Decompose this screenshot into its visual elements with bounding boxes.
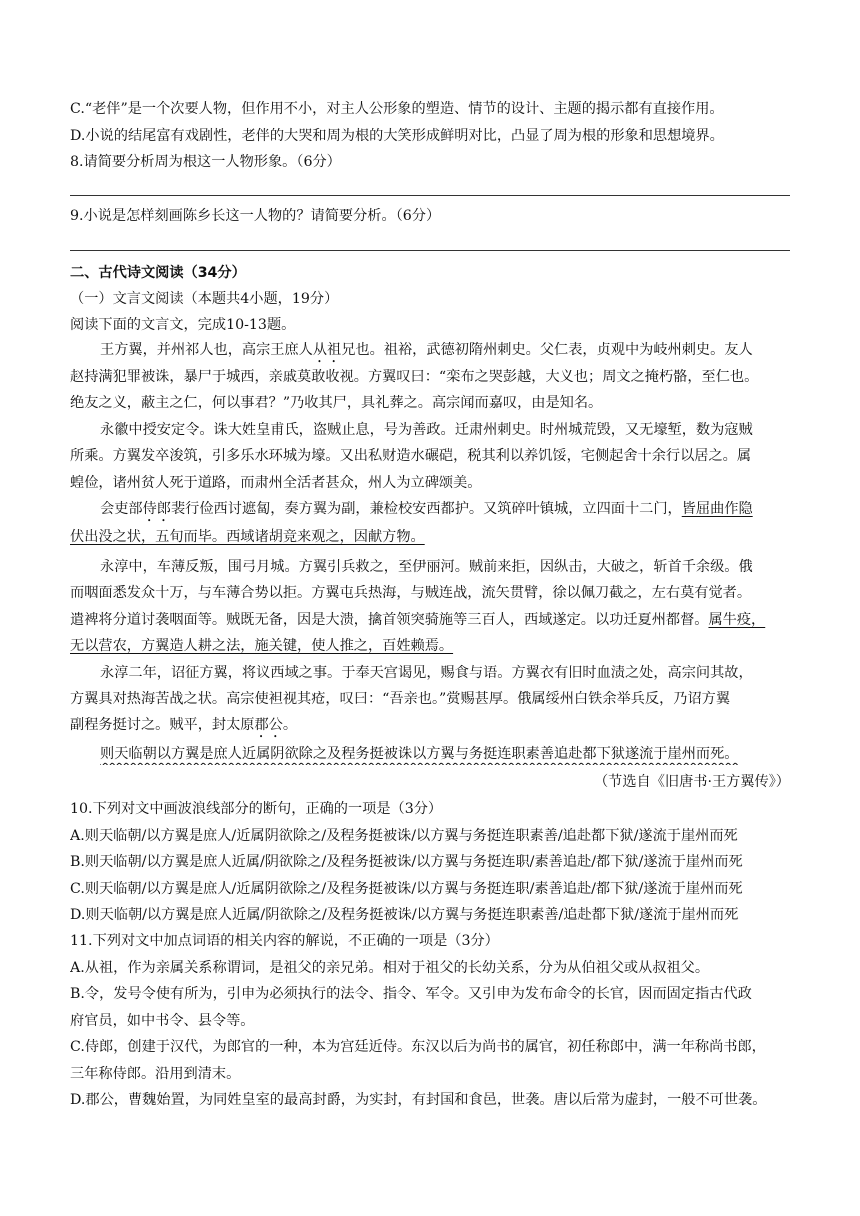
q8-stem: 8.请简要分析周为根这一人物形象。（6分） [70,154,341,170]
passage-p5-line1: 永淳二年，诏征方翼，将议西域之事。于奉天宫谒见，赐食与语。方翼衣有旧时血渍之处，高宗问其故， [100,665,753,681]
q10-option-c: C.则天临朝/以方翼是庶人/近属阴欲除之/及程务挺被诛/以方翼与务挺连职/素善追赴/都下狱/遂流于崖州而死 [70,881,743,897]
underlined-sentence: 属牛疫， [708,612,766,628]
q9-stem: 9.小说是怎样刻画陈乡长这一人物的？请简要分析。（6分） [70,208,441,224]
dotted-term-jungong: 郡公 [254,717,283,733]
dotted-term-shilang: 侍郎 [142,501,171,517]
text-span: 兄也。祖裕，武德初隋州刺史。父仁表，贞观中为岐州刺史。友人 [341,342,753,358]
passage-p3-line2 [70,526,790,548]
passage-source: （节选自《旧唐书·王方翼传》） [593,774,790,790]
underlined-sentence: 无以营农，方翼造人耕之法，施关键，使人推之，百姓赖焉。 [70,638,454,654]
underlined-sentence: 皆屈曲作隐 [681,501,753,517]
wavy-underlined-sentence: 则天临朝以方翼是庶人近属阴欲除之及程务挺被诛以方翼与务挺连职素善追赴都下狱遂流于崖州而死。 [100,746,739,762]
text-span: 。 [282,717,298,733]
passage-p2-line3: 蝗俭，诸州贫人死于道路，而肃州全活者甚众，州人为立碑颂美。 [70,475,482,491]
section-title: 二、古代诗文阅读（34分） [70,265,246,281]
text-span: 裴行俭西讨遮匐，奏方翼为副，兼检校安西都护。又筑碎叶镇城，立四面十二门， [170,501,682,517]
q11-option-d: D.郡公，曹魏始置，为同姓皇室的最高封爵，为实封，有封国和食邑，世袭。唐以后常为虚封，一般不可世袭。 [70,1092,767,1108]
passage-p2-line1: 永徽中授安定令。诛大姓皇甫氏，盗贼止息，号为善政。迁肃州刺史。时州城荒毁，又无壕堑，数为寇贼 [100,422,753,438]
q11-option-b-line1: B.令，发号令使有所为，引申为必须执行的法令、指令、军令。又引申为发布命令的长官，因而固定指古代政 [70,986,752,1002]
passage-p5-line2: 方翼具对热海苦战之状。高宗使袒视其疮，叹曰：“吾亲也。”赏赐甚厚。俄属绥州白铁余举兵反，乃诏方翼 [70,691,731,707]
q10-option-a: A.则天临朝/以方翼是庶人/近属阴欲除之/及程务挺被诛/以方翼与务挺连职素善/追赴都下狱/遂流于崖州而死 [70,828,738,844]
passage-p1-line3: 绝友之义，蔽主之仁，何以事君？”乃收其尸，具礼葬之。高宗闻而嘉叹，由是知名。 [70,395,603,411]
passage-p5-line3 [70,714,790,741]
q11-stem: 11.下列对文中加点词语的相关内容的解说，不正确的一项是（3分） [70,933,499,949]
passage-p1-line1 [100,339,790,366]
q11-option-c-line1: C.侍郎，创建于汉代，为郎官的一种，本为宫廷近侍。东汉以后为尚书的属官，初任称郎中，满一年称尚书郎， [70,1039,766,1055]
q7-option-c: C.“老伴”是一个次要人物，但作用不小，对主人公形象的塑造、情节的设计、主题的揭示都有直接作用。 [70,101,724,117]
passage-p2-line2: 所乘。方翼发卒浚筑，引多乐水环城为壕。又出私财造水碾硙，税其利以养饥馁，宅侧起舍十余行以居之。属 [70,448,752,464]
text-span: 会吏部 [100,501,143,517]
q11-option-b-line2: 府官员，如中书令、县令等。 [70,1013,255,1029]
q10-option-d: D.则天临朝/以方翼是庶人近属/阴欲除之/及程务挺被诛/以方翼与务挺连职素善/追赴都下狱/遂流于崖州而死 [70,907,739,923]
passage-p4-line4 [70,635,790,657]
subsection-title: （一）文言文阅读（本题共4小题，19分） [70,291,339,307]
passage-p4-line3 [70,609,790,631]
underlined-sentence: 伏出没之状，五旬而毕。西域诸胡竞来观之，因献方物。 [70,529,425,545]
passage-p1-line2: 赵持满犯罪被诛，暴尸于城西，亲戚莫敢收视。方翼叹曰：“栾布之哭彭越，大义也；周文之掩朽骼，至仁也。 [70,369,759,385]
answer-line-q8 [70,195,790,196]
passage-p6-line1 [100,743,790,765]
q10-stem: 10.下列对文中画波浪线部分的断句，正确的一项是（3分） [70,801,443,817]
q7-option-d: D.小说的结尾富有戏剧性，老伴的大哭和周为根的大笑形成鲜明对比，凸显了周为根的形象和思想境界。 [70,128,724,144]
text-span: 副程务挺讨之。贼平，封太原 [70,717,255,733]
text-span: 王方翼，并州祁人也，高宗王庶人 [100,342,313,358]
passage-p4-line2: 而咽面悉发众十万，与车薄合势以拒。方翼屯兵热海，与贼连战，流矢贯臂，徐以佩刀截之，左右莫有觉者。 [70,585,752,601]
answer-line-q9 [70,250,790,251]
q11-option-c-line2: 三年称侍郎。沿用到清末。 [70,1066,241,1082]
q11-option-a: A.从祖，作为亲属关系称谓词，是祖父的亲兄弟。相对于祖父的长幼关系，分为从伯祖父或从叔祖父。 [70,960,710,976]
dotted-term-congzu: 从祖 [312,342,342,358]
text-span: 遣裨将分道讨袭咽面等。贼既无备，因是大溃，擒首领突骑施等三百人，西域遂定。以功迁夏州都督。 [70,612,709,628]
passage-p4-line1: 永淳中，车薄反叛，围弓月城。方翼引兵救之，至伊丽河。贼前来拒，因纵击，大破之，斩首千余级。俄 [100,559,753,575]
reading-instruction: 阅读下面的文言文，完成10-13题。 [70,317,296,333]
passage-p3-line1 [100,498,790,525]
q10-option-b: B.则天临朝/以方翼是庶人近属/阴欲除之/及程务挺被诛/以方翼与务挺连职/素善追赴/都下狱/遂流于崖州而死 [70,854,743,870]
